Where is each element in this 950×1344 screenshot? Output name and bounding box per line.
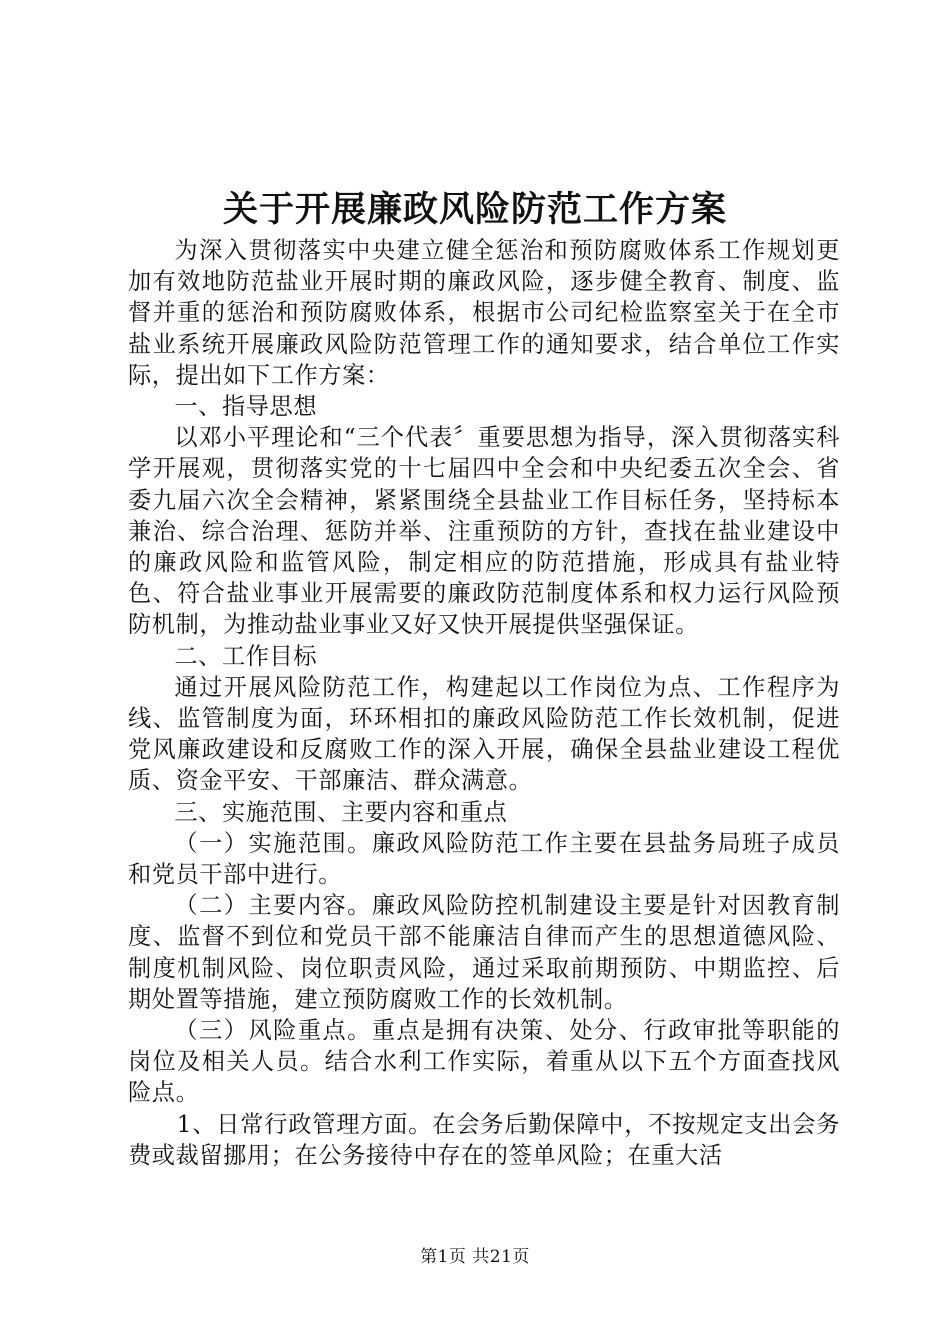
page-number: 第1页 共21页 — [420, 1247, 530, 1267]
admin-management-paragraph: 1、日常行政管理方面。在会务后勤保障中，不按规定支出会务费或裁留挪用；在公务接待中存在的签单风险；在重大活 — [128, 1110, 840, 1169]
document-title: 关于开展廉政风险防范工作方案 — [222, 189, 727, 230]
risk-focus-paragraph: （三）风险重点。重点是拥有决策、处分、行政审批等职能的岗位及相关人员。结合水利工作实际，着重从以下五个方面查找风险点。 — [128, 1017, 840, 1107]
section-heading-work-goals: 二、工作目标 — [174, 642, 318, 670]
scope-paragraph: （一）实施范围。廉政风险防范工作主要在县盐务局班子成员和党员干部中进行。 — [128, 829, 840, 889]
section-heading-scope-content: 三、实施范围、主要内容和重点 — [174, 798, 508, 826]
intro-paragraph: 为深入贯彻落实中央建立健全惩治和预防腐败体系工作规划更加有效地防范盐业开展时期的廉政风险，逐步健全教育、制度、监督并重的惩治和预防腐败体系，根据市公司纪检监察室关于在全市盐业系统开展廉政风险防范管理工作的通知要求，结合单位工作实际，提出如下工作方案： — [128, 237, 840, 389]
main-content-paragraph: （二）主要内容。廉政风险防控机制建设主要是针对因教育制度、监督不到位和党员干部不能廉洁自律而产生的思想道德风险、制度机制风险、岗位职责风险，通过采取前期预防、中期监控、后期处置等措施，建立预防腐败工作的长效机制。 — [128, 892, 840, 1013]
section-heading-guiding-ideology: 一、指导思想 — [174, 393, 318, 421]
work-goals-paragraph: 通过开展风险防范工作，构建起以工作岗位为点、工作程序为线、监管制度为面，环环相扣的廉政风险防范工作长效机制，促进党风廉政建设和反腐败工作的深入开展，确保全县盐业建设工程优质、资金平安、干部廉洁、群众满意。 — [128, 673, 840, 795]
guiding-ideology-paragraph: 以邓小平理论和“三个代表〞重要思想为指导，深入贯彻落实科学开展观，贯彻落实党的十七届四中全会和中央纪委五次全会、省委九届六次全会精神，紧紧围绕全县盐业工作目标任务，坚持标本兼治、综合治理、惩防并举、注重预防的方针，查找在盐业建设中的廉政风险和监管风险，制定相应的防范措施，形成具有盐业特色、符合盐业事业开展需要的廉政防范制度体系和权力运行风险预防机制，为推动盐业事业又好又快开展提供坚强保证。 — [128, 424, 840, 639]
document-body — [128, 235, 840, 1171]
